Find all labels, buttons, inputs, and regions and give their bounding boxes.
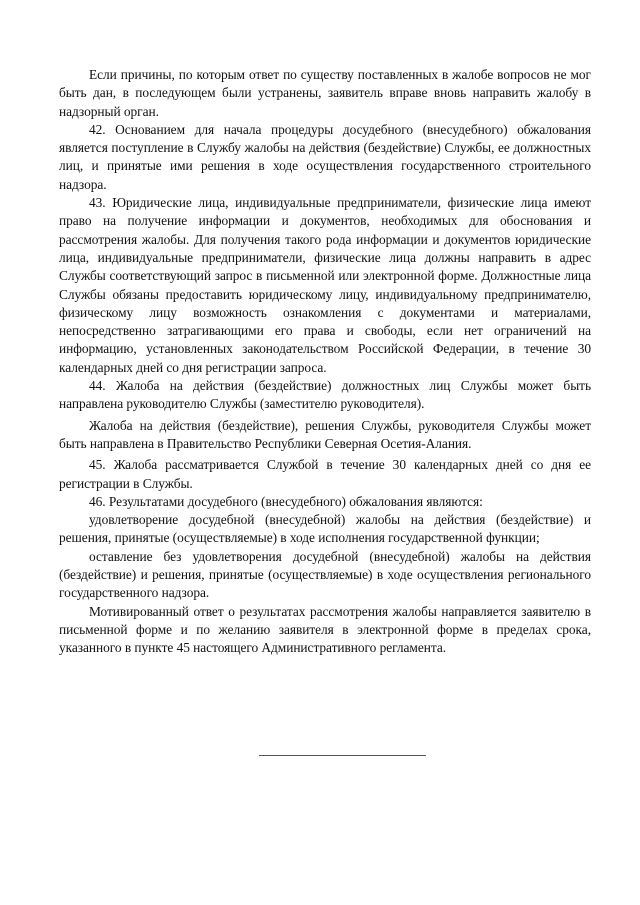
paragraph-43: 43. Юридические лица, индивидуальные предприниматели, физические лица имеют право на получение информации и документов, необходимых для обоснования и рассмотрения жалобы. Для получения такого рода информации и документов юридические лица, индивидуальные предприниматели, физические лица должны направить в адрес Службы соответствующий запрос в письменной или электронной форме. Должностные лица Службы обязаны предоставить юридическому лицу, индивидуальному предпринимателю, физическому лицу возможность ознакомления с документами и материалами, непосредственно затрагивающими его права и свободы, если нет ограничений на информацию, установленных законодательством Российской Федерации, в течение 30 календарных дней со дня регистрации запроса.	[59, 195, 591, 375]
paragraph-42: 42. Основанием для начала процедуры досудебного (внесудебного) обжалования является поступление в Службу жалобы на действия (бездействие) Службы, ее должностных лиц, и принятые ими решения в ходе осуществления государственного строительного надзора.	[59, 121, 591, 192]
paragraph-44-government: Жалоба на действия (бездействие), решения Службы, руководителя Службы может быть направлена в Правительство Республики Северная Осетия-Алания.	[59, 417, 591, 451]
document-body	[59, 66, 591, 658]
end-divider	[259, 755, 426, 756]
paragraph-motivated-answer: Мотивированный ответ о результатах рассмотрения жалобы направляется заявителю в письменной форме и по желанию заявителя в электронной форме в пределах срока, указанного в пункте 45 настоящего Административного регламента.	[59, 603, 591, 656]
paragraph-45: 45. Жалоба рассматривается Службой в течение 30 календарных дней со дня ее регистрации в Службы.	[59, 457, 591, 491]
paragraph-46-satisfaction: удовлетворение досудебной (внесудебной) жалобы на действия (бездействие) и решения, принятые (осуществляемые) в ходе исполнения государственной функции;	[59, 512, 591, 546]
paragraph-46: 46. Результатами досудебного (внесудебного) обжалования являются:	[89, 493, 483, 509]
paragraph-resubmission: Если причины, по которым ответ по существу поставленных в жалобе вопросов не мог быть дан, в последующем были устранены, заявитель вправе вновь направить жалобу в надзорный орган.	[59, 67, 591, 119]
paragraph-44: 44. Жалоба на действия (бездействие) должностных лиц Службы может быть направлена руководителю Службы (заместителю руководителя).	[59, 378, 591, 412]
paragraph-46-rejection: оставление без удовлетворения досудебной (внесудебной) жалобы на действия (бездействие) и решения, принятые (осуществляемые) в ходе осуществления регионального государственного надзора.	[59, 548, 591, 601]
